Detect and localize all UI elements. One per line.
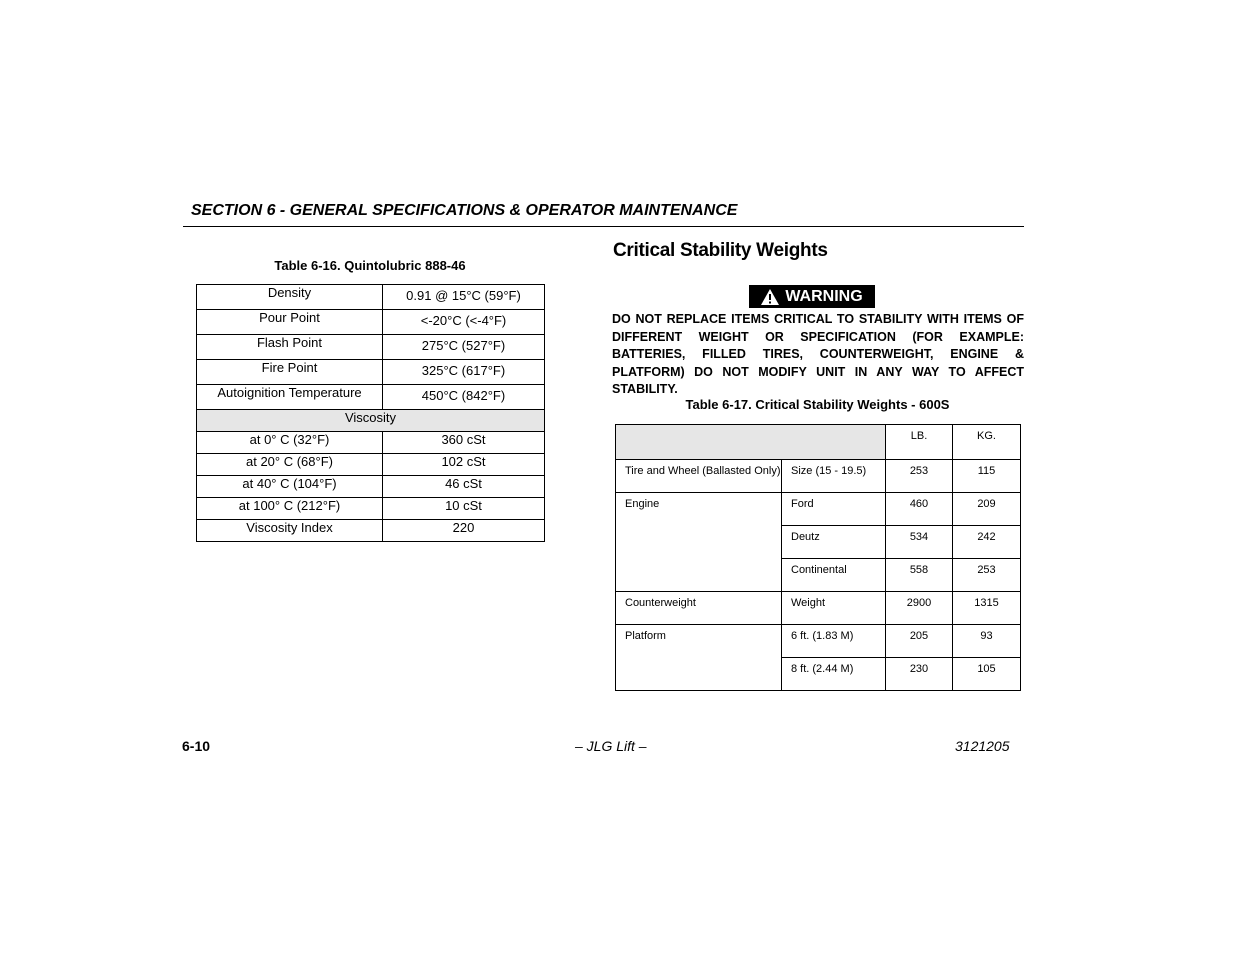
table1-label: at 40° C (104°F) — [197, 476, 383, 498]
spec-cell: 8 ft. (2.44 M) — [782, 658, 886, 691]
item-cell: Tire and Wheel (Ballasted Only) — [616, 460, 782, 493]
footer-center: – JLG Lift – — [575, 738, 647, 754]
spec-cell: Weight — [782, 592, 886, 625]
warning-triangle-icon — [761, 289, 779, 305]
table1-value: 325°C (617°F) — [383, 360, 545, 385]
spec-cell: Ford — [782, 493, 886, 526]
table1-value: 360 cSt — [383, 432, 545, 454]
table1-value: 102 cSt — [383, 454, 545, 476]
table1-value: 275°C (527°F) — [383, 335, 545, 360]
doc-number: 3121205 — [955, 738, 1010, 754]
kg-cell: 209 — [953, 493, 1021, 526]
col-lb-header: LB. — [886, 425, 953, 460]
spec-cell: Deutz — [782, 526, 886, 559]
lb-cell: 558 — [886, 559, 953, 592]
table1-value: 0.91 @ 15°C (59°F) — [383, 285, 545, 310]
table1-value: <-20°C (<-4°F) — [383, 310, 545, 335]
table1-value: 46 cSt — [383, 476, 545, 498]
kg-cell: 115 — [953, 460, 1021, 493]
table1-label: at 20° C (68°F) — [197, 454, 383, 476]
item-cell: Platform — [616, 625, 782, 691]
spec-cell: Size (15 - 19.5) — [782, 460, 886, 493]
item-cell: Engine — [616, 493, 782, 592]
lb-cell: 534 — [886, 526, 953, 559]
lb-cell: 205 — [886, 625, 953, 658]
page-number: 6-10 — [182, 738, 211, 754]
table1-label: Density — [197, 285, 383, 310]
lb-cell: 460 — [886, 493, 953, 526]
kg-cell: 242 — [953, 526, 1021, 559]
item-cell: Counterweight — [616, 592, 782, 625]
table1-label: at 0° C (32°F) — [197, 432, 383, 454]
table1-label: Flash Point — [197, 335, 383, 360]
warning-banner — [749, 285, 875, 308]
kg-cell: 1315 — [953, 592, 1021, 625]
warning-text: DO NOT REPLACE ITEMS CRITICAL TO STABILITY WITH ITEMS OF DIFFERENT WEIGHT OR SPECIFICATION (FOR EXAMPLE: BATTERIES, FILLED TIRES, COUNTERWEIGHT, ENGINE & PLATFORM) DO NOT MODIFY UNIT IN ANY WAY TO AFFECT STABILITY. — [612, 312, 1024, 396]
table2-header-blank — [616, 425, 886, 460]
table1-label: Viscosity Index — [197, 520, 383, 542]
warning-label: WARNING — [785, 287, 863, 305]
stability-heading: Critical Stability Weights — [613, 240, 828, 261]
table1-label: at 100° C (212°F) — [197, 498, 383, 520]
kg-cell: 93 — [953, 625, 1021, 658]
table2-caption: Table 6-17. Critical Stability Weights - 600S — [685, 397, 950, 412]
kg-cell: 105 — [953, 658, 1021, 691]
table1-caption: Table 6-16. Quintolubric 888-46 — [274, 258, 466, 273]
kg-cell: 253 — [953, 559, 1021, 592]
lb-cell: 253 — [886, 460, 953, 493]
quintolubric-table — [196, 284, 545, 542]
table1-value: 450°C (842°F) — [383, 385, 545, 410]
viscosity-header: Viscosity — [197, 410, 545, 432]
section-title: SECTION 6 - GENERAL SPECIFICATIONS & OPERATOR MAINTENANCE — [191, 202, 738, 219]
table1-label: Pour Point — [197, 310, 383, 335]
col-kg-header: KG. — [953, 425, 1021, 460]
lb-cell: 230 — [886, 658, 953, 691]
stability-weights-table — [615, 424, 1021, 691]
table1-label: Fire Point — [197, 360, 383, 385]
table1-label: Autoignition Temperature — [197, 385, 383, 410]
header-rule — [183, 226, 1024, 227]
spec-cell: Continental — [782, 559, 886, 592]
spec-cell: 6 ft. (1.83 M) — [782, 625, 886, 658]
table1-value: 220 — [383, 520, 545, 542]
lb-cell: 2900 — [886, 592, 953, 625]
table1-value: 10 cSt — [383, 498, 545, 520]
